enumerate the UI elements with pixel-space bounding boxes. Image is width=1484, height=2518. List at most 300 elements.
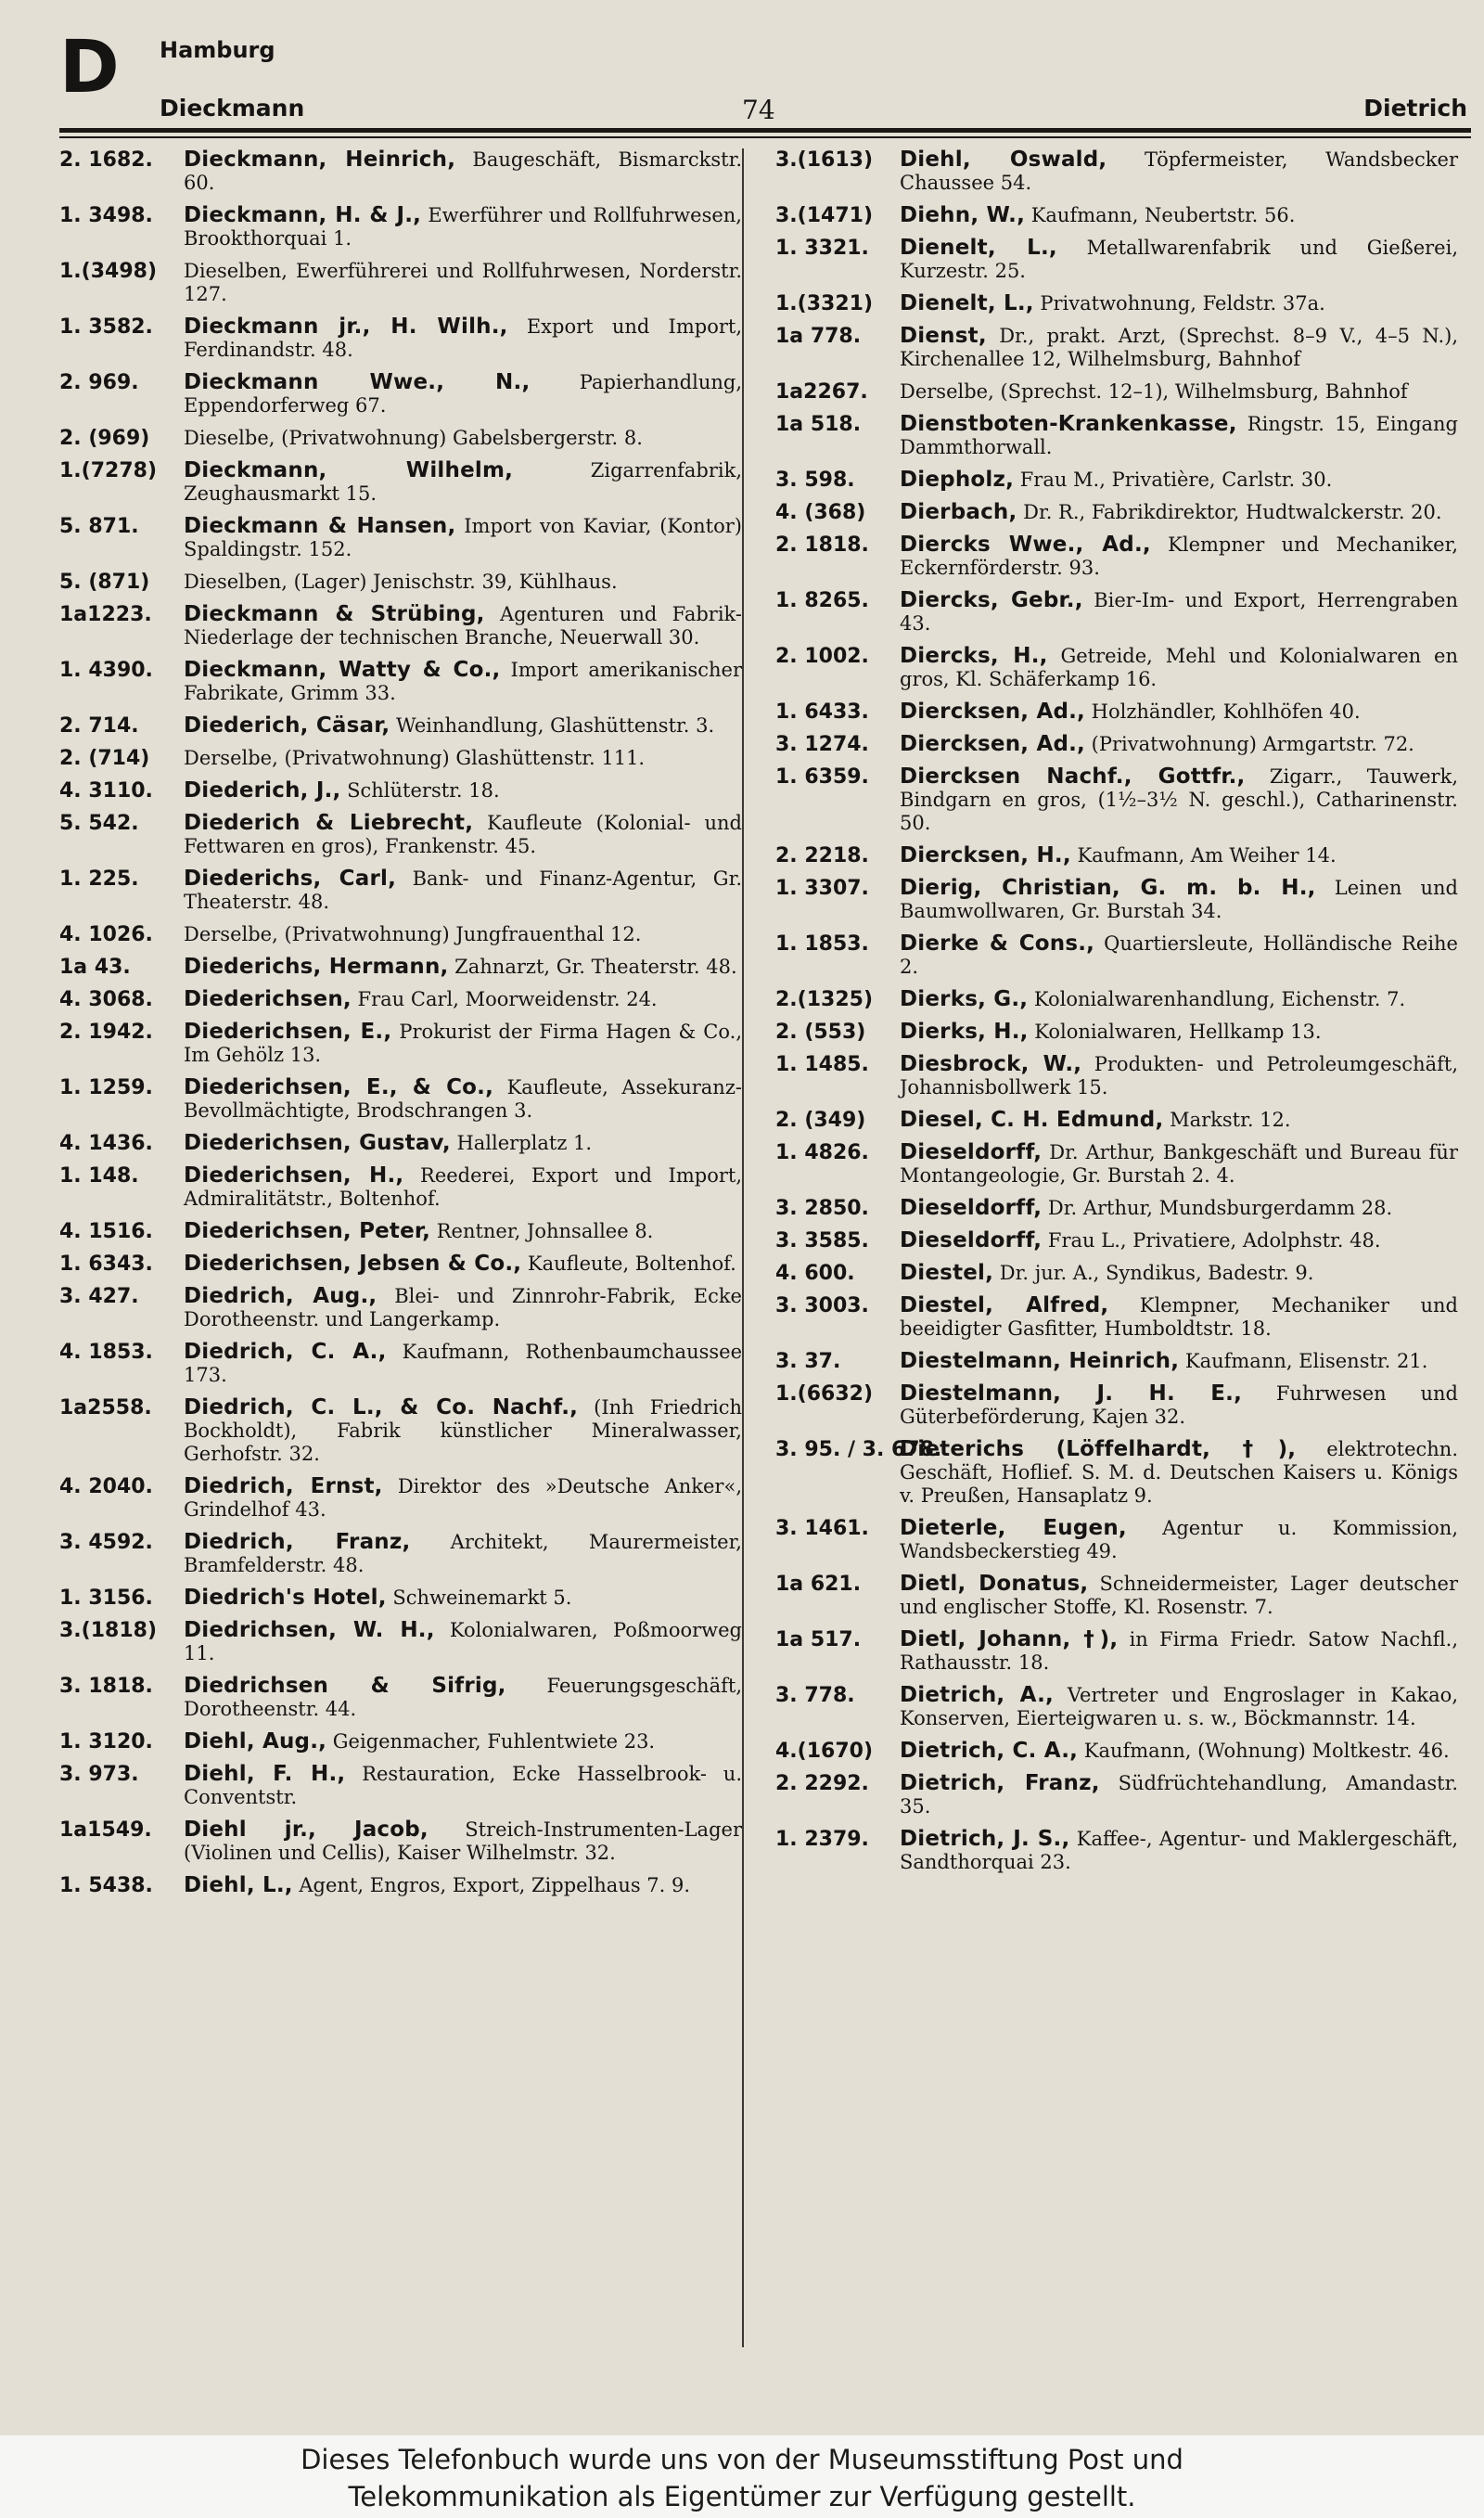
phone-number: 2. 714.	[59, 714, 139, 738]
entry-body	[900, 204, 1458, 227]
entry-details: Dr. jur. A., Syndikus, Badestr. 9.	[993, 1262, 1314, 1284]
directory-entry	[775, 1141, 1458, 1188]
directory-entry	[59, 260, 742, 306]
subscriber-name: Diedrich, Aug.,	[184, 1284, 377, 1308]
subscriber-name: Dieckmann, H. & J.,	[184, 203, 422, 227]
entry-body	[184, 1675, 742, 1721]
entry-details: Dr. R., Fabrikdirektor, Hudtwalckerstr. 20.	[1017, 501, 1442, 523]
directory-entry	[59, 747, 742, 770]
subscriber-name: Diercksen, Ad.,	[900, 700, 1085, 724]
entry-body	[184, 603, 742, 649]
entry-details: Südfrüchtehandlung, Amandastr. 35.	[900, 1772, 1458, 1818]
entry-body	[184, 1730, 742, 1754]
subscriber-name: Dieckmann, Wilhelm,	[184, 458, 514, 482]
phone-number: 1. 3321.	[775, 237, 869, 260]
subscriber-name: Diederichsen, E.,	[184, 1020, 392, 1044]
subscriber-name: Diedrichsen & Sifrig,	[184, 1674, 506, 1698]
subscriber-name: Diederich, J.,	[184, 778, 341, 803]
entry-details: Papierhandlung, Eppendorferweg 67.	[184, 371, 743, 417]
column-divider	[742, 148, 744, 2347]
subscriber-name: Diehl, Oswald,	[900, 148, 1107, 172]
entry-body	[184, 988, 742, 1011]
entry-body	[900, 1294, 1458, 1341]
entry-details: Kolonialwaren, Hellkamp 13.	[1028, 1021, 1322, 1043]
entry-body	[900, 1197, 1458, 1220]
subscriber-name: Diestelmann, Heinrich,	[900, 1349, 1180, 1373]
entry-details: Holzhändler, Kohlhöfen 40.	[1085, 700, 1361, 723]
subscriber-name: Dieckmann jr., H. Wilh.,	[184, 315, 508, 339]
phone-number: 4. 1853.	[59, 1341, 153, 1364]
directory-entry	[775, 645, 1458, 691]
entry-body	[900, 1438, 1458, 1508]
entry-body	[184, 571, 742, 594]
phone-number: 1a 518.	[775, 413, 862, 436]
directory-entry	[775, 1517, 1458, 1563]
directory-entry	[775, 148, 1458, 195]
directory-entry	[775, 1109, 1458, 1132]
entry-body	[900, 1828, 1458, 1874]
directory-entry	[59, 1874, 742, 1897]
entry-body	[184, 747, 742, 770]
city-heading: Hamburg	[160, 37, 275, 63]
entry-details: Reederei, Export und Import, Admiralitätstr., Boltenhof.	[184, 1164, 742, 1210]
subscriber-name: Dienelt, L.,	[900, 291, 1034, 315]
entry-body	[900, 844, 1458, 867]
subscriber-name: Dieseldorff,	[900, 1228, 1043, 1253]
subscriber-name: Dietrich, J. S.,	[900, 1827, 1070, 1851]
entry-details: Frau Carl, Moorweidenstr. 24.	[351, 988, 658, 1010]
entry-body	[900, 501, 1458, 524]
directory-entry	[775, 1197, 1458, 1220]
directory-entry	[59, 1730, 742, 1754]
entry-body	[184, 427, 742, 450]
subscriber-name: Diedrich, C. A.,	[184, 1340, 387, 1364]
entry-body	[900, 1053, 1458, 1099]
directory-entry	[775, 325, 1458, 371]
entry-body	[900, 1382, 1458, 1429]
subscriber-name: Dierks, H.,	[900, 1020, 1029, 1044]
entry-body	[900, 700, 1458, 724]
entry-details: Weinhandlung, Glashüttenstr. 3.	[390, 714, 715, 737]
subscriber-name: Diederichsen, H.,	[184, 1163, 404, 1188]
subscriber-name: Dienstboten-Krankenkasse,	[900, 412, 1237, 436]
phone-number: 4. 3068.	[59, 988, 153, 1011]
subscriber-name: Diederich, Cäsar,	[184, 713, 390, 738]
phone-number: 2. (553)	[775, 1021, 866, 1044]
entry-details: Dr., prakt. Arzt, (Sprechst. 8–9 V., 4–5 N.), Kirchenallee 12, Wilhelmsburg, Bahnhof	[900, 325, 1458, 370]
directory-entry	[775, 844, 1458, 867]
entry-details: Export und Import, Ferdinandstr. 48.	[184, 315, 742, 361]
subscriber-name: Diehn, W.,	[900, 203, 1026, 227]
phone-number: 1a1549.	[59, 1818, 152, 1842]
entry-body	[184, 1076, 742, 1123]
phone-number: 3. 95. / 3. 678.	[775, 1438, 942, 1461]
directory-entry	[59, 1675, 742, 1721]
phone-number: 1. 8265.	[775, 589, 869, 612]
footer-notice	[0, 2435, 1484, 2518]
entry-details: Derselbe, (Sprechst. 12–1), Wilhelmsburg, Bahnhof	[900, 380, 1408, 403]
phone-number: 2.(1325)	[775, 988, 874, 1011]
entry-body	[900, 1628, 1458, 1675]
directory-entry	[59, 1021, 742, 1067]
entry-body	[900, 1141, 1458, 1188]
subscriber-name: Dieterichs (Löffelhardt, †),	[900, 1437, 1297, 1461]
directory-entry	[775, 533, 1458, 580]
subscriber-name: Diehl, Aug.,	[184, 1729, 327, 1754]
subscriber-name: Diederichsen, Peter,	[184, 1219, 431, 1243]
subscriber-name: Dieterle, Eugen,	[900, 1516, 1127, 1540]
entry-details: Derselbe, (Privatwohnung) Jungfrauenthal 12.	[184, 923, 642, 945]
directory-entry	[775, 1229, 1458, 1253]
phone-number: 3. 4592.	[59, 1531, 153, 1554]
directory-entry	[59, 1531, 742, 1577]
entry-details: Kaufmann, Rothenbaumchaussee 173.	[184, 1341, 743, 1386]
phone-number: 1a 621.	[775, 1573, 862, 1596]
subscriber-name: Diercksen, H.,	[900, 843, 1071, 867]
phone-number: 3.(1818)	[59, 1619, 158, 1642]
phone-number: 3. 973.	[59, 1763, 139, 1786]
entry-details: Klempner und Mechaniker, Eckernförderstr. 93.	[900, 533, 1458, 579]
subscriber-name: Dieckmann, Heinrich,	[184, 148, 456, 172]
entry-body	[184, 1531, 742, 1577]
entry-body	[184, 1874, 742, 1897]
entry-details: Restauration, Ecke Hasselbrook- u. Conventstr.	[184, 1763, 743, 1808]
directory-entry	[775, 988, 1458, 1011]
directory-entry	[775, 380, 1458, 404]
directory-entry	[59, 1341, 742, 1387]
entry-details: Frau L., Privatiere, Adolphstr. 48.	[1042, 1229, 1381, 1252]
subscriber-name: Dieckmann Wwe., N.,	[184, 370, 531, 394]
entry-body	[184, 1619, 742, 1665]
subscriber-name: Dieckmann & Hansen,	[184, 514, 456, 538]
phone-number: 1a1223.	[59, 603, 152, 626]
subscriber-name: Diestelmann, J. H. E.,	[900, 1381, 1243, 1406]
subscriber-name: Dietrich, A.,	[900, 1683, 1054, 1707]
phone-number: 5. (871)	[59, 571, 150, 594]
phone-number: 1. 6433.	[775, 700, 869, 724]
directory-entry	[775, 292, 1458, 315]
directory-entry	[59, 315, 742, 362]
directory-entry	[59, 812, 742, 858]
entry-details: Baugeschäft, Bismarckstr. 60.	[184, 148, 742, 194]
subscriber-name: Diercks, H.,	[900, 644, 1048, 668]
directory-entry	[59, 1763, 742, 1809]
subscriber-name: Dienelt, L.,	[900, 236, 1057, 260]
entry-body	[184, 315, 742, 362]
entry-details: Kaufmann, Neubertstr. 56.	[1025, 204, 1296, 226]
phone-number: 3. 427.	[59, 1285, 139, 1308]
directory-entry	[775, 1021, 1458, 1044]
directory-entry	[775, 733, 1458, 756]
entry-body	[900, 765, 1458, 835]
directory-entry	[775, 1053, 1458, 1099]
phone-number: 3. 37.	[775, 1350, 841, 1373]
entry-details: Feuerungsgeschäft, Dorotheenstr. 44.	[184, 1675, 742, 1720]
directory-entry	[59, 603, 742, 649]
directory-entry	[775, 1350, 1458, 1373]
subscriber-name: Diesel, C. H. Edmund,	[900, 1108, 1164, 1132]
entry-body	[900, 292, 1458, 315]
subscriber-name: Diederichs, Hermann,	[184, 955, 449, 979]
entry-details: Bier-Im- und Export, Herrengraben 43.	[900, 589, 1458, 635]
entry-body	[184, 1253, 742, 1276]
phone-number: 1. 1485.	[775, 1053, 869, 1076]
entry-details: (Inh Friedrich Bockholdt), Fabrik künstlicher Mineralwasser, Gerhofstr. 32.	[184, 1396, 742, 1465]
entry-details: Schweinemarkt 5.	[386, 1587, 572, 1609]
entry-body	[900, 1350, 1458, 1373]
subscriber-name: Diederichsen, Gustav,	[184, 1131, 451, 1155]
subscriber-name: Diercks, Gebr.,	[900, 588, 1083, 612]
entry-body	[184, 515, 742, 561]
subscriber-name: Diederichsen, Jebsen & Co.,	[184, 1252, 522, 1276]
directory-entry	[59, 1220, 742, 1243]
entry-body	[900, 1262, 1458, 1285]
phone-number: 1. 3156.	[59, 1587, 153, 1610]
directory-entry	[59, 659, 742, 705]
entry-body	[900, 325, 1458, 371]
entry-details: Bank- und Finanz-Agentur, Gr. Theaterstr. 48.	[184, 867, 742, 913]
entry-body	[184, 923, 742, 946]
page-number: 74	[742, 95, 775, 125]
phone-number: 2. (969)	[59, 427, 150, 450]
header-rule-thick	[59, 128, 1471, 133]
entry-details: Schlüterstr. 18.	[340, 779, 500, 802]
phone-number: 3. 3585.	[775, 1229, 869, 1253]
entry-details: Getreide, Mehl und Kolonialwaren en gros, Kl. Schäferkamp 16.	[900, 645, 1458, 690]
directory-entry	[59, 1076, 742, 1123]
entry-body	[184, 659, 742, 705]
directory-entry	[59, 1818, 742, 1865]
entry-details: (Privatwohnung) Armgartstr. 72.	[1085, 733, 1414, 755]
entry-body	[184, 371, 742, 418]
entry-details: Privatwohnung, Feldstr. 37a.	[1033, 292, 1325, 315]
directory-entry	[59, 988, 742, 1011]
entry-details: Agenturen und Fabrik-Niederlage der technischen Branche, Neuerwall 30.	[184, 603, 742, 649]
subscriber-name: Dieckmann, Watty & Co.,	[184, 658, 501, 682]
phone-number: 4. 1436.	[59, 1132, 153, 1155]
directory-entry	[59, 371, 742, 418]
subscriber-name: Dietrich, C. A.,	[900, 1739, 1079, 1763]
subscriber-name: Diedrichsen, W. H.,	[184, 1618, 435, 1642]
phone-number: 1. 4826.	[775, 1141, 869, 1164]
left-column	[59, 148, 742, 1897]
entry-body	[184, 1164, 742, 1211]
entry-body	[184, 260, 742, 306]
entry-body	[184, 1021, 742, 1067]
entry-body	[900, 533, 1458, 580]
entry-body	[184, 1220, 742, 1243]
directory-entry	[775, 1628, 1458, 1675]
phone-number: 4. 2040.	[59, 1475, 153, 1498]
entry-details: Kolonialwarenhandlung, Eichenstr. 7.	[1028, 988, 1406, 1010]
phone-number: 5. 871.	[59, 515, 139, 538]
entry-details: Klempner, Mechaniker und beeidigter Gasfitter, Humboldtstr. 18.	[900, 1294, 1458, 1340]
subscriber-name: Dietrich, Franz,	[900, 1771, 1100, 1795]
section-letter: D	[59, 26, 120, 109]
directory-entry	[59, 923, 742, 946]
directory-entry	[59, 1396, 742, 1466]
subscriber-name: Dieseldorff,	[900, 1140, 1043, 1164]
directory-entry	[775, 589, 1458, 636]
directory-entry	[59, 1164, 742, 1211]
subscriber-name: Dierke & Cons.,	[900, 931, 1095, 956]
entry-body	[900, 413, 1458, 459]
entry-details: Import amerikanischer Fabrikate, Grimm 33.	[184, 659, 742, 704]
directory-entry	[59, 571, 742, 594]
directory-entry	[775, 1740, 1458, 1763]
entry-body	[184, 1475, 742, 1522]
directory-entry	[59, 1132, 742, 1155]
entry-body	[900, 1109, 1458, 1132]
directory-entry	[59, 1475, 742, 1522]
subscriber-name: Diehl, L.,	[184, 1873, 293, 1897]
phone-number: 3. 1818.	[59, 1675, 153, 1698]
subscriber-name: Diederichs, Carl,	[184, 867, 397, 891]
entry-details: Kaufmann, (Wohnung) Moltkestr. 46.	[1078, 1740, 1450, 1762]
directory-entry	[59, 427, 742, 450]
entry-details: Derselbe, (Privatwohnung) Glashüttenstr. 111.	[184, 747, 646, 769]
directory-entry	[775, 237, 1458, 283]
entry-body	[900, 988, 1458, 1011]
phone-number: 3. 598.	[775, 469, 855, 492]
header-rule-thin	[59, 136, 1471, 138]
footer-line-2: Telekommunikation als Eigentümer zur Verfügung gestellt.	[348, 2481, 1136, 2512]
entry-details: Hallerplatz 1.	[450, 1132, 593, 1154]
entry-details: Metallwarenfabrik und Gießerei, Kurzestr. 25.	[900, 237, 1459, 282]
subscriber-name: Diederichsen, E., & Co.,	[184, 1075, 494, 1099]
subscriber-name: Diedrich, Franz,	[184, 1530, 411, 1554]
entry-body	[184, 1285, 742, 1331]
entry-body	[900, 1740, 1458, 1763]
phone-number: 2. 1682.	[59, 148, 153, 172]
phone-number: 3. 1274.	[775, 733, 869, 756]
entry-body	[184, 714, 742, 738]
entry-details: Rentner, Johnsallee 8.	[430, 1220, 654, 1242]
entry-details: Dieselbe, (Privatwohnung) Gabelsbergerstr. 8.	[184, 427, 643, 449]
phone-number: 2. 2218.	[775, 844, 869, 867]
entry-details: Import von Kaviar, (Kontor) Spaldingstr. 152.	[184, 515, 742, 560]
entry-details: Ewerführer und Rollfuhrwesen, Brookthorquai 1.	[184, 204, 742, 250]
phone-number: 2. 2292.	[775, 1772, 869, 1795]
phone-number: 1. 3582.	[59, 315, 153, 339]
directory-entry	[775, 1294, 1458, 1341]
directory-entry	[775, 700, 1458, 724]
phone-number: 1a2558.	[59, 1396, 152, 1420]
directory-entry	[775, 1828, 1458, 1874]
entry-body	[184, 204, 742, 251]
entry-details: Zahnarzt, Gr. Theaterstr. 48.	[448, 956, 737, 978]
subscriber-name: Dieckmann & Strübing,	[184, 602, 485, 626]
entry-body	[184, 956, 742, 979]
entry-body	[184, 1818, 742, 1865]
directory-entry	[775, 1262, 1458, 1285]
phone-number: 1. 3120.	[59, 1730, 153, 1754]
phone-number: 2. 1818.	[775, 533, 869, 557]
subscriber-name: Diercksen, Ad.,	[900, 732, 1085, 756]
directory-entry	[775, 1382, 1458, 1429]
subscriber-name: Diehl jr., Jacob,	[184, 1818, 429, 1842]
phone-number: 3.(1613)	[775, 148, 874, 172]
entry-body	[184, 812, 742, 858]
entry-body	[900, 1021, 1458, 1044]
phone-number: 1. 6359.	[775, 765, 869, 789]
entry-details: Markstr. 12.	[1163, 1109, 1291, 1131]
entry-body	[900, 932, 1458, 979]
entry-details: Dr. Arthur, Bankgeschäft und Bureau für Montangeologie, Gr. Burstah 2. 4.	[900, 1141, 1458, 1187]
phone-number: 1. 1259.	[59, 1076, 153, 1099]
subscriber-name: Dierig, Christian, G. m. b. H.,	[900, 876, 1316, 900]
entry-details: Kolonialwaren, Poßmoorweg 11.	[184, 1619, 742, 1664]
entry-details: Geigenmacher, Fuhlentwiete 23.	[326, 1730, 656, 1753]
entry-body	[184, 1396, 742, 1466]
entry-details: Zigarrenfabrik, Zeughausmarkt 15.	[184, 459, 742, 505]
subscriber-name: Diedrich, C. L., & Co. Nachf.,	[184, 1395, 579, 1420]
directory-entry	[59, 714, 742, 738]
entry-details: Blei- und Zinnrohr-Fabrik, Ecke Dorotheenstr. und Langerkamp.	[184, 1285, 742, 1330]
entry-body	[900, 589, 1458, 636]
directory-entry	[775, 204, 1458, 227]
entry-details: Architekt, Maurermeister, Bramfelderstr. 48.	[184, 1531, 742, 1576]
entry-body	[184, 459, 742, 506]
entry-details: Kaufleute (Kolonial- und Fettwaren en gros), Frankenstr. 45.	[184, 812, 742, 857]
phone-number: 1.(3321)	[775, 292, 874, 315]
entry-details: Kaufleute, Boltenhof.	[521, 1253, 736, 1275]
entry-details: Schneidermeister, Lager deutscher und englischer Stoffe, Kl. Rosenstr. 7.	[900, 1573, 1459, 1618]
directory-entry	[59, 1619, 742, 1665]
directory-entry	[59, 1285, 742, 1331]
entry-details: Produkten- und Petroleumgeschäft, Johannisbollwerk 15.	[900, 1053, 1458, 1098]
entry-details: Streich-Instrumenten-Lager (Violinen und Cellis), Kaiser Wilhelmstr. 32.	[184, 1818, 742, 1864]
subscriber-name: Diercks Wwe., Ad.,	[900, 533, 1151, 557]
left-running-head: Dieckmann	[160, 95, 305, 122]
subscriber-name: Dierbach,	[900, 500, 1017, 524]
directory-entry	[59, 459, 742, 506]
phone-number: 1. 148.	[59, 1164, 139, 1188]
entry-details: Kaffee-, Agentur- und Maklergeschäft, Sandthorquai 23.	[900, 1828, 1458, 1873]
entry-details: Dr. Arthur, Mundsburgerdamm 28.	[1042, 1197, 1393, 1219]
entry-body	[184, 1341, 742, 1387]
phone-number: 4.(1670)	[775, 1740, 874, 1763]
subscriber-name: Diederichsen,	[184, 987, 352, 1011]
entry-details: Ringstr. 15, Eingang Dammthorwall.	[900, 413, 1458, 458]
phone-number: 3. 3003.	[775, 1294, 869, 1317]
directory-entry	[775, 1684, 1458, 1730]
entry-body	[900, 733, 1458, 756]
directory-entry	[59, 779, 742, 803]
entry-details: Agent, Engros, Export, Zippelhaus 7. 9.	[292, 1874, 691, 1896]
entry-body	[900, 1229, 1458, 1253]
directory-entry	[59, 204, 742, 251]
entry-body	[184, 1763, 742, 1809]
right-running-head: Dietrich	[1363, 95, 1467, 122]
entry-details: in Firma Friedr. Satow Nachfl., Rathausstr. 18.	[900, 1628, 1458, 1674]
directory-entry	[59, 148, 742, 195]
entry-details: Agentur u. Kommission, Wandsbeckerstieg 49.	[900, 1517, 1458, 1562]
subscriber-name: Diestel, Alfred,	[900, 1293, 1109, 1317]
phone-number: 1.(7278)	[59, 459, 158, 482]
phone-number: 1.(6632)	[775, 1382, 874, 1406]
entry-body	[184, 148, 742, 195]
entry-details: Quartiersleute, Holländische Reihe 2.	[900, 932, 1458, 978]
entry-details: Direktor des »Deutsche Anker«, Grindelhof 43.	[184, 1475, 742, 1521]
entry-body	[184, 779, 742, 803]
entry-details: Töpfermeister, Wandsbecker Chaussee 54.	[900, 148, 1458, 194]
subscriber-name: Diederich & Liebrecht,	[184, 811, 474, 835]
phone-number: 1. 225.	[59, 867, 139, 891]
entry-body	[900, 469, 1458, 492]
directory-entry	[59, 1253, 742, 1276]
right-column	[775, 148, 1458, 1874]
